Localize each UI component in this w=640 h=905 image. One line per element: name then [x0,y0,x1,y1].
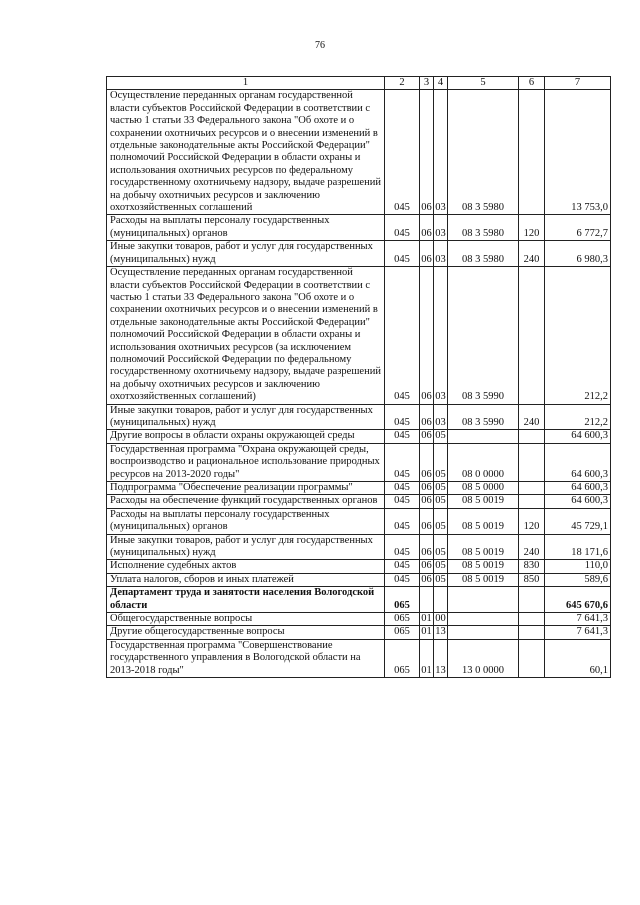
budget-table [106,76,611,678]
section-code: 06 [421,482,432,493]
row-description: Другие общегосударственные вопросы [107,626,385,639]
amount: 6 772,7 [545,215,611,241]
ministry-code: 045 [385,573,420,586]
expense-type-code: 850 [519,573,545,586]
target-article-code: 08 5 0019 [448,534,519,560]
table-row [107,560,611,573]
ministry-code: 045 [385,482,420,495]
section-code: 06 [420,90,434,215]
expense-type-code [519,443,545,481]
ministry-code: 065 [385,639,420,677]
expense-type-code: 120 [519,508,545,534]
row-description: Иные закупки товаров, работ и услуг для государственных (муниципальных) нужд [107,534,385,560]
target-article-code: 08 5 0019 [448,495,519,508]
row-description: Осуществление переданных органам государственной власти субъектов Российской Федерации в соответствии с частью 1 статьи 33 Федерального закона "Об охоте и о сохранении охотничьих ресурсов и о внесении изменений в отдельные законодательные акты Российской Федерации" полномочий Российской Федерации в области охраны и использования охотничьих ресурсов по федеральному государственному охотничьему надзору, выдаче разрешений на добычу охотничьих ресурсов и заключению охотхозяйственных соглашений [107,90,385,215]
target-article-code: 08 5 0019 [448,508,519,534]
row-description: Государственная программа "Охрана окружающей среды, воспроизводство и рациональное использование природных ресурсов на 2013-2020 годы" [107,443,385,481]
expense-type-code [519,430,545,443]
amount: 212,2 [545,404,611,430]
subsection-code: 03 [434,90,448,215]
table-row [107,639,611,677]
table-row [107,495,611,508]
ministry-code: 045 [385,508,420,534]
row-description: Расходы на обеспечение функций государственных органов [107,495,385,508]
subsection-code: 00 [435,613,446,625]
row-description: Общегосударственные вопросы [107,613,385,626]
amount: 645 670,6 [545,587,611,613]
subsection-code: 05 [435,560,446,572]
amount: 18 171,6 [545,534,611,560]
target-article-code [448,626,519,639]
section-code [420,587,434,613]
row-description: Иные закупки товаров, работ и услуг для государственных (муниципальных) нужд [107,241,385,267]
section-code: 06 [420,404,434,430]
section-code: 06 [420,215,434,241]
row-description: Уплата налогов, сборов и иных платежей [107,573,385,586]
row-description: Департамент труда и занятости населения Вологодской области [107,587,385,613]
target-article-code: 08 5 0019 [448,573,519,586]
expense-type-code [519,267,545,404]
amount: 64 600,3 [545,443,611,481]
row-description: Государственная программа "Совершенствование государственного управления в Вологодской области на 2013-2018 годы" [107,639,385,677]
table-row [107,587,611,613]
table-row [107,443,611,481]
column-header: 3 [420,77,434,90]
table-row [107,626,611,639]
subsection-code: 05 [435,495,446,507]
amount: 64 600,3 [545,482,611,495]
target-article-code: 08 3 5980 [448,90,519,215]
expense-type-code: 830 [519,560,545,573]
table-row [107,404,611,430]
table-row [107,534,611,560]
expense-type-code: 120 [519,215,545,241]
table-row [107,508,611,534]
expense-type-code [519,613,545,626]
column-header: 5 [448,77,519,90]
amount: 6 980,3 [545,241,611,267]
table-row [107,430,611,443]
ministry-code: 065 [385,587,420,613]
expense-type-code [519,482,545,495]
subsection-code: 05 [434,534,448,560]
table-row [107,613,611,626]
ministry-code: 045 [385,560,420,573]
target-article-code: 08 5 0000 [448,482,519,495]
amount: 110,0 [545,560,611,573]
subsection-code: 03 [434,241,448,267]
ministry-code: 065 [385,613,420,626]
column-header: 2 [385,77,420,90]
subsection-code: 05 [434,443,448,481]
row-description: Подпрограмма "Обеспечение реализации программы" [107,482,385,495]
ministry-code: 045 [385,404,420,430]
expense-type-code: 240 [519,534,545,560]
section-code: 01 [420,639,434,677]
table-row [107,573,611,586]
target-article-code [448,613,519,626]
section-code: 01 [421,613,432,625]
subsection-code: 03 [434,267,448,404]
expense-type-code [519,495,545,508]
subsection-code [434,587,448,613]
section-code: 06 [420,443,434,481]
page-number: 76 [315,40,325,51]
amount: 60,1 [545,639,611,677]
target-article-code: 08 3 5990 [448,404,519,430]
ministry-code: 065 [385,626,420,639]
table-row [107,215,611,241]
amount: 589,6 [545,573,611,586]
target-article-code: 08 3 5980 [448,241,519,267]
table-row [107,267,611,404]
ministry-code: 045 [385,430,420,443]
ministry-code: 045 [385,241,420,267]
section-code: 06 [421,573,432,585]
ministry-code: 045 [385,267,420,404]
column-header: 6 [519,77,545,90]
target-article-code [448,587,519,613]
subsection-code: 13 [434,639,448,677]
amount: 7 641,3 [545,626,611,639]
section-code: 06 [420,534,434,560]
table-row [107,482,611,495]
column-header: 4 [434,77,448,90]
amount: 7 641,3 [545,613,611,626]
amount: 64 600,3 [545,495,611,508]
target-article-code: 08 3 5990 [448,267,519,404]
amount: 212,2 [545,267,611,404]
amount: 64 600,3 [545,430,611,443]
subsection-code: 03 [434,404,448,430]
ministry-code: 045 [385,495,420,508]
subsection-code: 05 [435,573,446,585]
expense-type-code: 240 [519,404,545,430]
subsection-code: 05 [435,482,446,493]
target-article-code [448,430,519,443]
subsection-code: 05 [434,508,448,534]
column-header: 7 [545,77,611,90]
subsection-code: 03 [434,215,448,241]
row-description: Расходы на выплаты персоналу государственных (муниципальных) органов [107,215,385,241]
table-row [107,90,611,215]
subsection-code: 05 [435,430,446,442]
amount: 45 729,1 [545,508,611,534]
table-header-row [107,77,611,90]
section-code: 06 [420,267,434,404]
section-code: 06 [420,241,434,267]
expense-type-code [519,90,545,215]
expense-type-code: 240 [519,241,545,267]
ministry-code: 045 [385,215,420,241]
target-article-code: 13 0 0000 [448,639,519,677]
target-article-code: 08 3 5980 [448,215,519,241]
ministry-code: 045 [385,443,420,481]
section-code: 01 [421,626,432,638]
section-code: 06 [421,430,432,442]
row-description: Иные закупки товаров, работ и услуг для государственных (муниципальных) нужд [107,404,385,430]
amount: 13 753,0 [545,90,611,215]
target-article-code: 08 5 0019 [448,560,519,573]
row-description: Осуществление переданных органам государственной власти субъектов Российской Федерации в соответствии с частью 1 статьи 33 Федерального закона "Об охоте и о сохранении охотничьих ресурсов и о внесении изменений в отдельные законодательные акты Российской Федерации" полномочий Российской Федерации в области охраны и использования охотничьих ресурсов (за исключением полномочий Российской Федерации по федеральному государственному охотничьему надзору, выдаче разрешений на добычу охотничьих ресурсов и заключению охотхозяйственных соглашений) [107,267,385,404]
section-code: 06 [421,495,432,507]
expense-type-code [519,639,545,677]
section-code: 06 [420,508,434,534]
ministry-code: 045 [385,90,420,215]
expense-type-code [519,626,545,639]
table-row [107,241,611,267]
section-code: 06 [421,560,432,572]
expense-type-code [519,587,545,613]
row-description: Расходы на выплаты персоналу государственных (муниципальных) органов [107,508,385,534]
column-header: 1 [107,77,385,90]
target-article-code: 08 0 0000 [448,443,519,481]
row-description: Исполнение судебных актов [107,560,385,573]
row-description: Другие вопросы в области охраны окружающей среды [107,430,385,443]
subsection-code: 13 [435,626,446,638]
ministry-code: 045 [385,534,420,560]
